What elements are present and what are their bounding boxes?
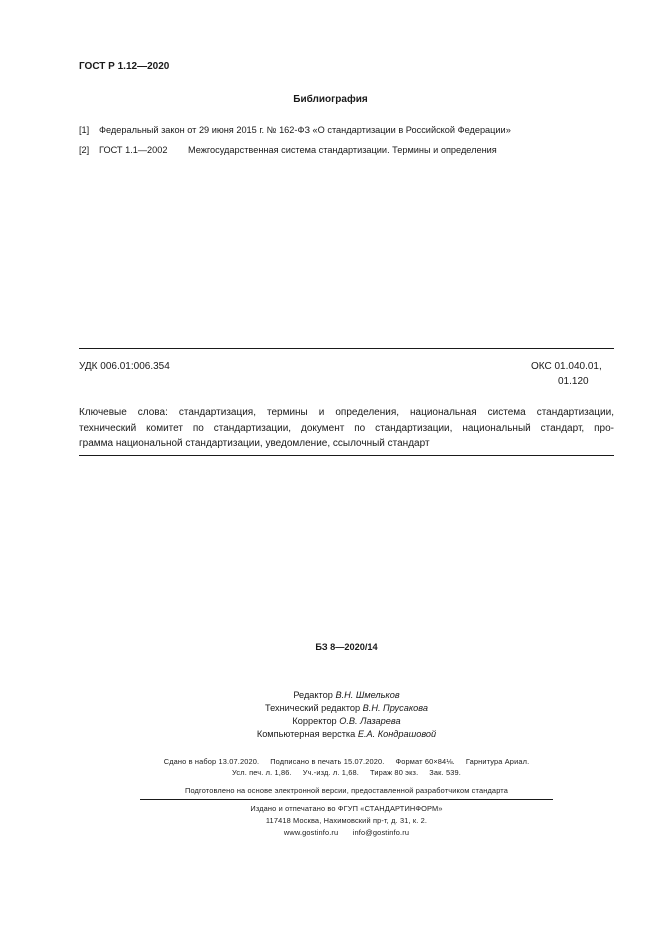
oks-code-line2: 01.120 [558, 376, 589, 387]
bibliography-item-number: [2] [79, 145, 90, 155]
editor-line [0, 716, 661, 726]
bibliography-item-text: Межгосударственная система стандартизации. Термины и определения [188, 145, 497, 155]
editor-name: О.В. Лазарева [339, 716, 401, 726]
website-link[interactable]: www.gostinfo.ru [283, 828, 339, 837]
keywords-paragraph [79, 405, 614, 452]
bibliography-title: Библиография [293, 94, 368, 105]
editor-name: Е.А. Кондрашовой [357, 729, 437, 739]
imprint-rule [140, 799, 553, 800]
editor-role: Компьютерная верстка [256, 729, 356, 739]
bibliography-item-number: [1] [79, 125, 90, 135]
bibliography-item-text: Федеральный закон от 29 июня 2015 г. № 162-ФЗ «О стандартизации в Российской Федерации» [99, 125, 511, 135]
keywords-line: Ключевые слова: стандартизация, термины и определения, национальная система стандартизации, [79, 407, 614, 418]
editor-line [0, 729, 661, 739]
editor-role: Редактор [293, 690, 333, 700]
top-rule [79, 348, 614, 349]
keywords-line: технический комитет по стандартизации, документ по стандартизации, национальный стандарт, про- [79, 422, 614, 434]
print-details-line2: Усл. печ. л. 1,86. Уч.-изд. л. 1,68. Тираж 80 экз. Зак. 539. [232, 768, 461, 777]
editor-line [0, 690, 661, 700]
publisher-address: 117418 Москва, Нахимовский пр-т, д. 31, к. 2. [265, 816, 428, 825]
editor-line [0, 703, 661, 713]
publisher-line: Издано и отпечатано во ФГУП «СТАНДАРТИНФОРМ» [250, 804, 443, 813]
udk-code: УДК 006.01:006.354 [79, 361, 170, 372]
email-link[interactable]: info@gostinfo.ru [352, 828, 410, 837]
publisher-contacts [0, 828, 661, 837]
editor-name: В.Н. Прусакова [362, 703, 428, 713]
editor-role: Корректор [292, 716, 337, 726]
bibliography-item-code: ГОСТ 1.1—2002 [99, 145, 168, 155]
prepared-note: Подготовлено на основе электронной версии, предоставленной разработчиком стандарта [184, 786, 509, 795]
editor-name: В.Н. Шмельков [335, 690, 400, 700]
bz-number: БЗ 8—2020/14 [315, 642, 378, 652]
print-details-line1: Сдано в набор 13.07.2020. Подписано в печать 15.07.2020. Формат 60×84⅛. Гарнитура Ариал. [163, 757, 530, 766]
editor-role: Технический редактор [265, 703, 361, 713]
keywords-line: грамма национальной стандартизации, уведомление, ссылочный стандарт [79, 438, 430, 449]
oks-code-line1: ОКС 01.040.01, [531, 361, 602, 372]
doc-code-header: ГОСТ Р 1.12—2020 [79, 61, 170, 72]
keywords-bottom-rule [79, 455, 614, 456]
